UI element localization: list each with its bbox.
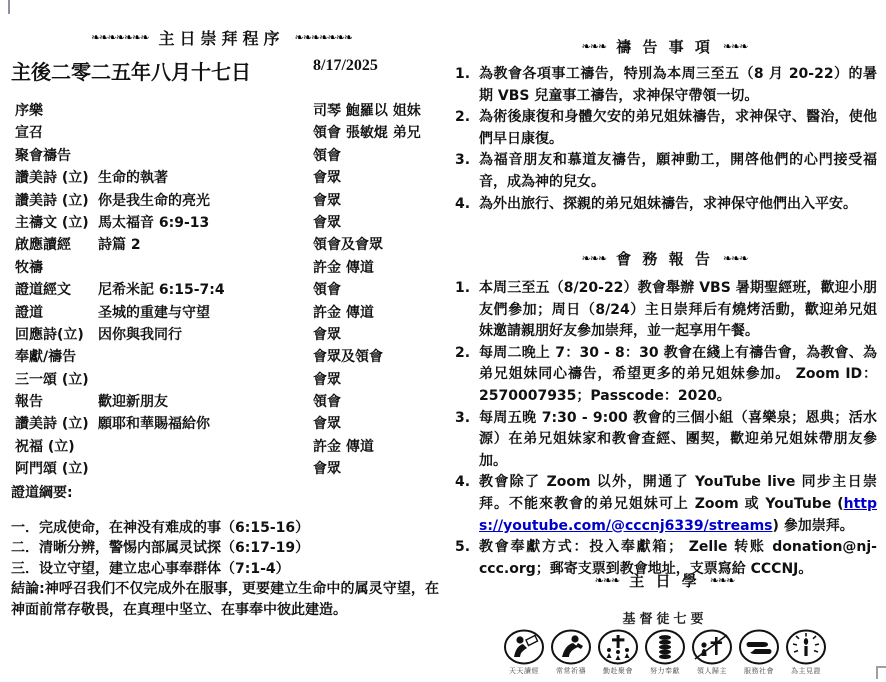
sermon-outline-heading: 證道綱要: — [11, 485, 73, 501]
program-item-person: 司琴 鮑羅以 姐妹 — [313, 103, 421, 119]
logo-label: 勤赴聚會 — [603, 667, 633, 675]
program-item-label: 祝福 (立) — [15, 438, 75, 455]
service-icon — [737, 629, 782, 665]
program-item-person: 領會及會眾 — [313, 237, 383, 254]
program-item-detail: 你是我生命的亮光 — [98, 192, 210, 209]
item-number: 5. — [455, 539, 471, 556]
date-row — [0, 56, 443, 84]
item-number: 4. — [455, 195, 471, 212]
church-gathering-icon — [596, 629, 641, 665]
section-title-text: 禱 告 事 項 — [616, 38, 713, 56]
program-item-label: 回應詩(立) — [15, 326, 84, 343]
program-item-person: 會眾 — [313, 371, 341, 388]
program-row — [15, 436, 440, 458]
program-item-detail — [98, 346, 313, 368]
bible-reading-icon — [502, 629, 547, 665]
announcement-item-text: 教會除了 Zoom 以外，開通了 YouTube live 同步主日崇拜。不能來教會的弟兄姐妹可上 Zoom 或 YouTube ( — [479, 474, 877, 512]
program-row — [15, 167, 440, 189]
flourish-icon: ❧❧❧ — [709, 574, 735, 587]
program-item-detail: 因你與我同行 — [98, 326, 182, 343]
program-row — [15, 279, 440, 301]
program-item-detail — [98, 100, 313, 122]
program-item-person: 會眾 — [313, 326, 341, 343]
logo-label: 服務社會 — [744, 667, 774, 675]
prayer-item-text: 為福音朋友和慕道友禱告，願神動工，開啓他們的心門接受福音，成為神的兒女。 — [479, 152, 877, 190]
prayer-icon — [549, 629, 594, 665]
christian-seven-essentials-logo — [499, 608, 831, 676]
program-item-label: 主禱文 (立) — [15, 214, 89, 231]
program-item-label: 阿門頌 (立) — [15, 461, 89, 478]
program-item-label: 序樂 — [15, 103, 43, 119]
program-row — [15, 257, 440, 279]
program-item-person: 許金 傳道 — [313, 304, 374, 321]
program-item-detail: 圣城的重建与守望 — [98, 304, 210, 321]
item-number: 2. — [455, 344, 471, 361]
program-row — [15, 212, 440, 234]
sunday-school-section-title — [443, 570, 886, 591]
service-date-numeric: 8/17/2025 — [313, 57, 378, 74]
prayer-item-text: 為教會各項事工禱告，特別為本周三至五（8 月 20-22）的暑期 VBS 兒童事工禱告，求神保守帶領一切。 — [479, 66, 877, 104]
program-item-person: 領會 — [313, 147, 341, 164]
program-item-person: 領會 — [313, 282, 341, 299]
witness-icon — [784, 629, 829, 665]
logo-label: 領人歸主 — [697, 667, 727, 675]
program-row — [15, 145, 440, 167]
sermon-outline-point: 三．设立守望，建立忠心事奉群体（7:1-4） — [11, 560, 290, 577]
program-item-label: 報告 — [15, 394, 43, 411]
announcement-item — [453, 278, 877, 343]
sermon-outline-point: 二．清晰分辨，警惕内部属灵试探（6:17-19） — [11, 540, 310, 556]
program-item-detail — [98, 458, 313, 480]
flourish-icon: ❧❧❧ — [722, 40, 748, 53]
program-item-label: 聚會禱告 — [15, 147, 71, 164]
logo-icon-row — [499, 629, 831, 665]
announcement-item — [453, 408, 877, 473]
youtube-stream-link[interactable]: https://youtube.com/@cccnj6339/streams — [479, 495, 877, 534]
program-item-person: 會眾 — [313, 170, 341, 187]
logo-label: 常常祈禱 — [556, 667, 586, 675]
program-row — [15, 369, 440, 391]
program-row — [15, 190, 440, 212]
program-item-label: 牧禱 — [15, 259, 43, 276]
announcements-column — [443, 0, 886, 682]
program-row — [15, 234, 440, 256]
sermon-outline-point: 一．完成使命，在神没有难成的事（6:15-16） — [11, 519, 310, 536]
program-item-label: 讚美詩 (立) — [15, 170, 89, 187]
program-item-label: 讚美詩 (立) — [15, 416, 89, 433]
program-item-label: 奉獻/禱告 — [15, 349, 77, 366]
program-item-label: 證道經文 — [15, 282, 71, 299]
program-item-person: 領會 — [313, 394, 341, 411]
flourish-icon: ❧❧❧❧❧❧❧ — [90, 31, 149, 44]
prayer-section-title — [443, 36, 886, 57]
page-title: 主日崇拜程序 — [158, 29, 285, 48]
announcement-item-text: 每周五晚 7:30 - 9:00 教會的三個小組（喜樂泉；恩典；活水源）在弟兄姐妹家和教會查經、團契，歡迎弟兄姐妹帶朋友參加。 — [479, 409, 877, 469]
flourish-icon: ❧❧❧ — [581, 40, 607, 53]
program-row — [15, 413, 440, 435]
prayer-item — [453, 194, 877, 216]
announcement-item-text: 教會奉獻方式：投入奉獻箱； Zelle 转账 donation@nj-ccc.org；郵寄支票到教會地址，支票寫給 CCCNJ。 — [479, 539, 877, 577]
program-item-label: 宣召 — [15, 125, 43, 142]
program-item-person: 領會 張敏焜 弟兄 — [313, 125, 421, 142]
flourish-icon: ❧❧❧ — [581, 252, 607, 265]
item-number: 2. — [455, 109, 471, 126]
program-row — [15, 458, 440, 480]
flourish-icon: ❧❧❧ — [594, 574, 620, 587]
program-item-person: 會眾及領會 — [313, 349, 383, 366]
section-title-text: 主 日 學 — [629, 572, 700, 590]
prayer-item-text: 為術後康復和身體欠安的弟兄姐妹禱告，求神保守、醫治，使他們早日康復。 — [479, 109, 877, 147]
prayer-item — [453, 64, 877, 107]
program-item-label: 三一頌 (立) — [15, 371, 89, 388]
announcement-item-text: 本周三至五（8/20-22）教會舉辦 VBS 暑期聖經班，歡迎小朋友們參加；周日（8/24）主日崇拜后有燒烤活動，歡迎弟兄姐妹邀請親朋好友參加崇拜，並一起享用午餐。 — [479, 280, 877, 340]
program-row — [15, 391, 440, 413]
program-item-detail: 尼希米記 6:15-7:4 — [98, 282, 225, 299]
prayer-item — [453, 107, 877, 150]
program-row — [15, 346, 440, 368]
item-number: 3. — [455, 409, 471, 426]
program-row — [15, 324, 440, 346]
section-title-text: 會 務 報 告 — [616, 250, 713, 268]
logo-label: 為主見證 — [791, 667, 821, 675]
program-item-label: 啟應讀經 — [15, 237, 71, 254]
program-item-detail: 歡迎新朋友 — [98, 394, 168, 411]
program-item-detail — [98, 257, 313, 279]
program-item-person: 會眾 — [313, 192, 341, 209]
program-item-person: 會眾 — [313, 416, 341, 433]
program-item-detail — [98, 369, 313, 391]
announcement-item — [453, 343, 877, 408]
program-item-label: 證道 — [15, 304, 43, 321]
program-item-detail — [98, 122, 313, 144]
program-item-detail: 詩篇 2 — [98, 237, 141, 254]
service-date-chinese: 主後二零二五年八月十七日 — [11, 60, 251, 84]
announcements-section-title — [443, 248, 886, 269]
worship-program-list — [15, 100, 440, 481]
announcement-items-list — [453, 278, 877, 580]
program-item-detail: 願耶和華賜福給你 — [98, 416, 210, 433]
program-item-detail: 馬太福音 6:9-13 — [98, 214, 210, 231]
program-item-person: 會眾 — [313, 461, 341, 478]
sermon-outline — [11, 483, 439, 620]
sermon-conclusion: 結論:神呼召我们不仅完成外在服事，更要建立生命中的属灵守望，在神面前常存敬畏，在真理中坚立、在事奉中彼此建造。 — [11, 581, 439, 618]
logo-label: 努力奉獻 — [650, 667, 680, 675]
prayer-item — [453, 150, 877, 193]
program-item-detail — [98, 145, 313, 167]
announcement-item-text: ) 參加崇拜。 — [772, 517, 854, 534]
logo-label-row — [499, 666, 831, 676]
flourish-icon: ❧❧❧❧❧❧❧ — [294, 31, 353, 44]
program-row — [15, 100, 440, 122]
flourish-icon: ❧❧❧ — [722, 252, 748, 265]
program-item-label: 讚美詩 (立) — [15, 192, 89, 209]
item-number: 1. — [455, 66, 471, 82]
program-row — [15, 122, 440, 144]
announcement-item — [453, 472, 877, 537]
program-item-detail — [98, 436, 313, 458]
program-item-person: 會眾 — [313, 214, 341, 231]
item-number: 1. — [455, 280, 471, 296]
announcement-item-text: 每周二晚上 7：30 - 8：30 教會在綫上有禱告會，為教會、為弟兄姐妹同心禱告，希望更多的弟兄姐妹參加。 Zoom ID：2570007935；Passcode：2020。 — [479, 344, 877, 404]
program-row — [15, 302, 440, 324]
document-title-row — [0, 26, 443, 49]
program-item-person: 許金 傳道 — [313, 438, 374, 455]
logo-label: 天天讀經 — [509, 667, 539, 675]
prayer-items-list — [453, 64, 877, 215]
evangelism-icon — [690, 629, 735, 665]
item-number: 3. — [455, 152, 471, 169]
program-item-detail: 生命的執著 — [98, 170, 168, 187]
logo-title: 基督徒七要 — [622, 612, 708, 627]
program-item-person: 許金 傳道 — [313, 259, 374, 276]
item-number: 4. — [455, 474, 471, 491]
prayer-item-text: 為外出旅行、探親的弟兄姐妹禱告，求神保守他們出入平安。 — [479, 195, 857, 212]
offering-icon — [643, 629, 688, 665]
